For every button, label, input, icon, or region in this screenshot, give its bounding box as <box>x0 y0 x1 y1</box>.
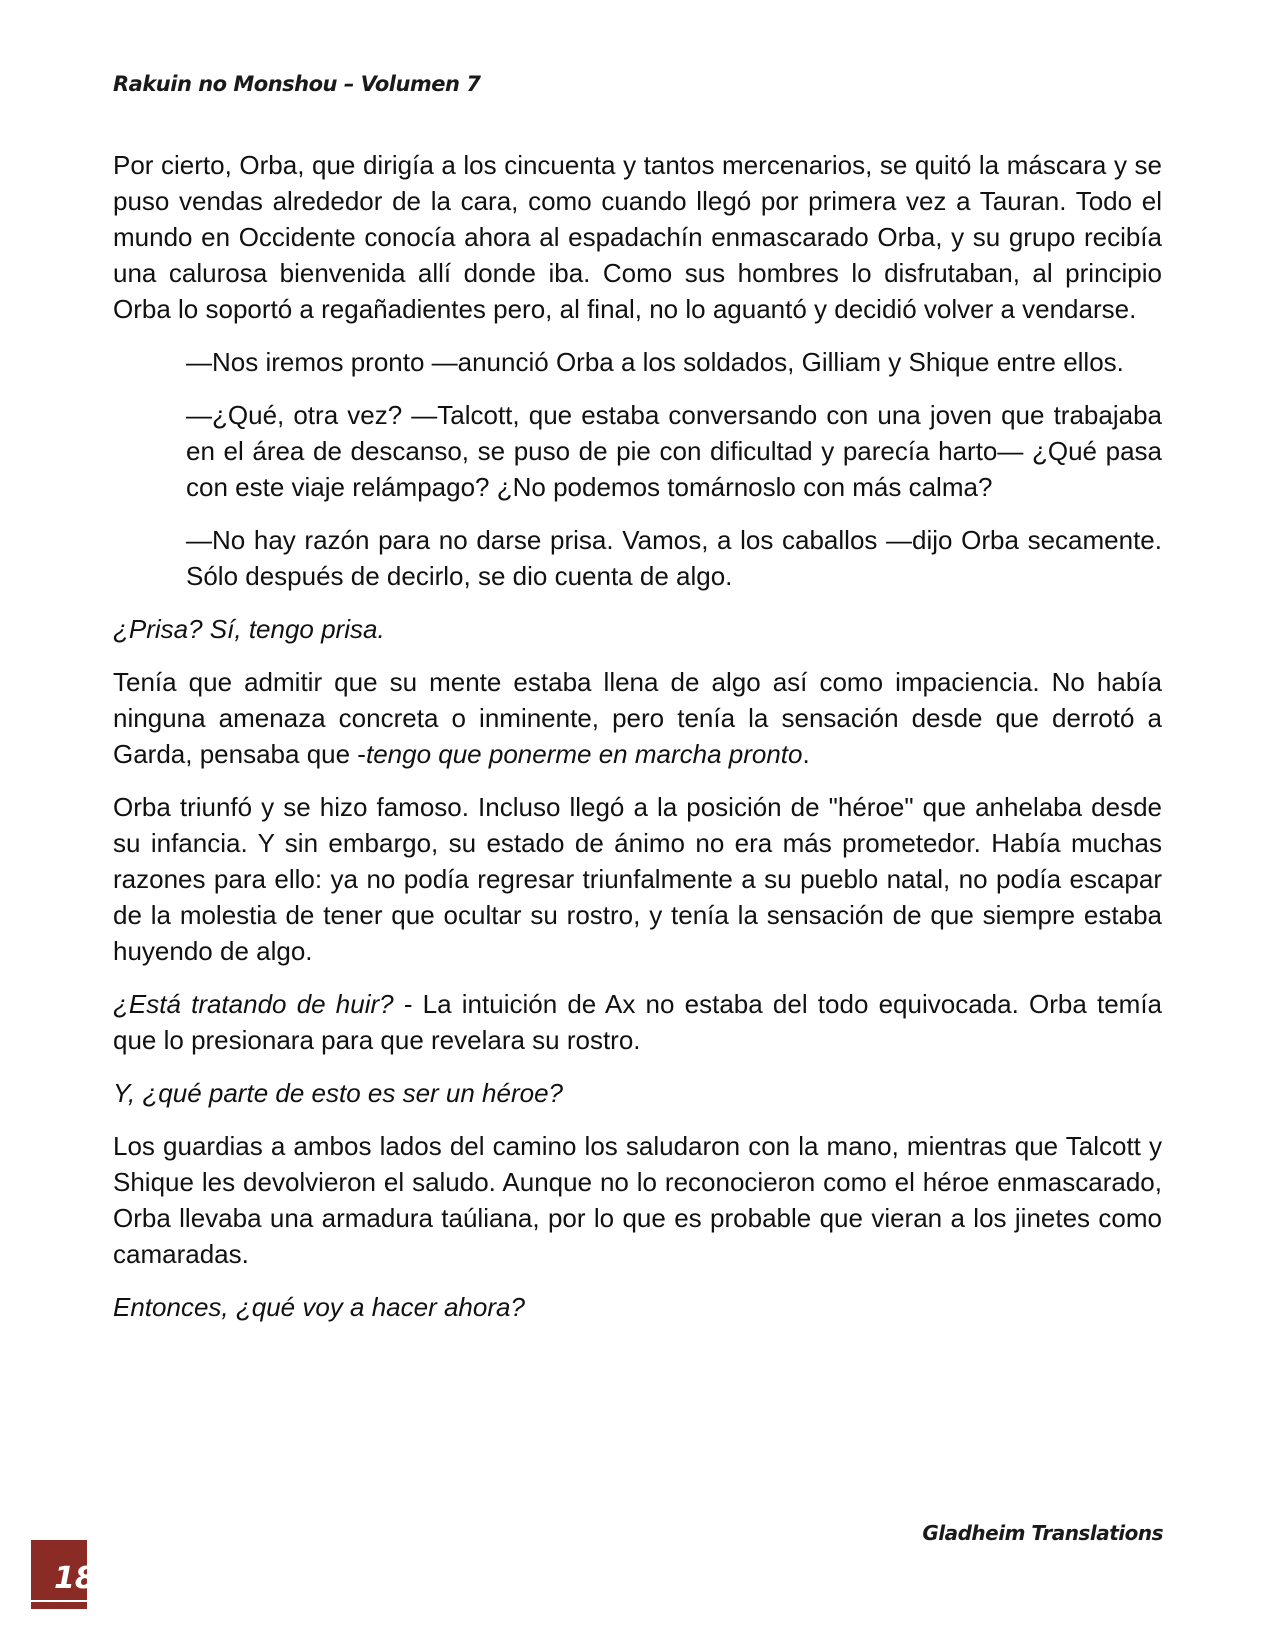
page-number-underline <box>31 1600 87 1602</box>
thought-paragraph: Entonces, ¿qué voy a hacer ahora? <box>113 1292 525 1322</box>
paragraph-text: - La intuición de Ax no estaba del todo equivocada. Orba temía que lo presionara para que revelara su rostro. <box>113 989 1163 1055</box>
thought-paragraph: Y, ¿qué parte de esto es ser un héroe? <box>113 1078 564 1108</box>
italic-thought: tengo que ponerme en marcha pronto <box>365 739 803 769</box>
paragraph: Por cierto, Orba, que dirigía a los cincuenta y tantos mercenarios, se quitó la máscara y se puso vendas alrededor de la cara, como cuando llegó por primera vez a Tauran. Todo el mundo en Occidente conocía ahora al espadachín enmascarado Orba, y su grupo recibía una calurosa bienvenida allí donde iba. Como sus hombres lo disfrutaban, al principio Orba lo soportó a regañadientes pero, al final, no lo aguantó y decidió volver a vendarse. <box>113 150 1162 324</box>
page-number: 18 <box>54 1561 96 1596</box>
dialogue-paragraph: —Nos iremos pronto —anunció Orba a los soldados, Gilliam y Shique entre ellos. <box>186 347 1124 377</box>
paragraph <box>113 986 1162 1058</box>
paragraph-text: Tenía que admitir que su mente estaba llena de algo así como impaciencia. No había ninguna amenaza concreta o inminente, pero tenía la sensación desde que derrotó a Garda, pensaba que - <box>113 667 1162 769</box>
dialogue-paragraph: —¿Qué, otra vez? —Talcott, que estaba conversando con una joven que trabajaba en el área de descanso, se puso de pie con dificultad y parecía harto— ¿Qué pasa con este viaje relámpago? ¿No podemos tomárnoslo con más calma? <box>186 400 1162 502</box>
thought-paragraph: ¿Prisa? Sí, tengo prisa. <box>113 614 385 644</box>
body-text <box>113 147 1162 1342</box>
footer-credit: Gladheim Translations <box>922 1521 1163 1545</box>
dialogue-paragraph: —No hay razón para no darse prisa. Vamos, a los caballos —dijo Orba secamente. Sólo después de decirlo, se dio cuenta de algo. <box>186 525 1162 591</box>
paragraph <box>113 664 1162 772</box>
running-header: Rakuin no Monshou – Volumen 7 <box>113 72 481 96</box>
paragraph: Orba triunfó y se hizo famoso. Incluso llegó a la posición de "héroe" que anhelaba desde su infancia. Y sin embargo, su estado de ánimo no era más prometedor. Había muchas razones para ello: ya no podía regresar triunfalmente a su pueblo natal, no podía escapar de la molestia de tener que ocultar su rostro, y tenía la sensación de que siempre estaba huyendo de algo. <box>113 792 1162 966</box>
paragraph: Los guardias a ambos lados del camino los saludaron con la mano, mientras que Talcott y Shique les devolvieron el saludo. Aunque no lo reconocieron como el héroe enmascarado, Orba llevaba una armadura taúliana, por lo que es probable que vieran a los jinetes como camaradas. <box>113 1131 1162 1269</box>
paragraph-text: . <box>802 739 810 769</box>
italic-thought: ¿Está tratando de huir? <box>113 989 394 1019</box>
